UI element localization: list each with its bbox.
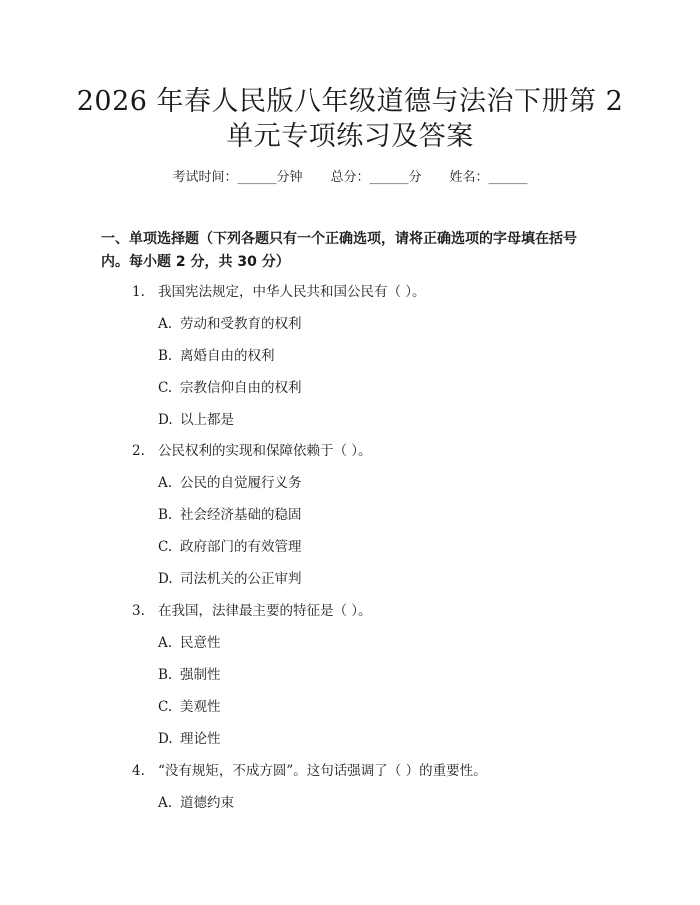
document-title-line2: 单元专项练习及答案 (226, 121, 474, 152)
option-letter: D. (158, 571, 173, 587)
option-text: 宗教信仰自由的权利 (180, 380, 302, 396)
option-text: 以上都是 (180, 412, 234, 428)
option-2b (158, 505, 302, 525)
student-name-field: 姓名：______ (449, 170, 528, 185)
option-2a (158, 473, 302, 493)
question-text: 我国宪法规定，中华人民共和国公民有（ ）。 (158, 284, 426, 300)
question-2 (132, 441, 372, 461)
option-letter: B. (158, 667, 173, 683)
option-text: 美观性 (180, 699, 221, 715)
question-text: 公民权利的实现和保障依赖于（ ）。 (158, 443, 372, 459)
question-number: 4. (132, 763, 145, 779)
option-1b (158, 346, 275, 366)
option-text: 强制性 (180, 667, 221, 683)
question-4 (132, 761, 487, 781)
document-title-line1: 2026 年春人民版八年级道德与法治下册第 2 (76, 86, 624, 117)
option-letter: B. (158, 348, 173, 364)
option-letter: B. (158, 507, 173, 523)
option-text: 道德约束 (180, 795, 234, 811)
section-heading-line2: 内。每小题 2 分，共 30 分） (101, 254, 290, 270)
option-letter: D. (158, 731, 173, 747)
option-text: 司法机关的公正审判 (180, 571, 302, 587)
question-number: 3. (132, 603, 145, 619)
option-letter: C. (158, 380, 173, 396)
option-3c (158, 697, 221, 717)
exam-time-field: 考试时间：______分钟 (172, 170, 303, 185)
option-letter: A. (158, 635, 173, 651)
question-text: “没有规矩，不成方圆”。这句话强调了（ ）的重要性。 (158, 763, 487, 779)
option-3a (158, 633, 221, 653)
option-2c (158, 537, 302, 557)
question-3 (132, 601, 372, 621)
question-text: 在我国，法律最主要的特征是（ ）。 (158, 603, 372, 619)
option-text: 理论性 (180, 731, 221, 747)
option-4a (158, 793, 234, 813)
total-score-field: 总分：______分 (330, 170, 422, 185)
option-letter: C. (158, 699, 173, 715)
question-number: 1. (132, 284, 145, 300)
option-text: 社会经济基础的稳固 (180, 507, 302, 523)
option-letter: A. (158, 316, 173, 332)
question-number: 2. (132, 443, 145, 459)
option-1c (158, 378, 302, 398)
option-2d (158, 569, 302, 589)
option-text: 公民的自觉履行义务 (180, 475, 302, 491)
option-text: 政府部门的有效管理 (180, 539, 302, 555)
question-1 (132, 282, 426, 302)
section-heading-line1: 一、单项选择题（下列各题只有一个正确选项，请将正确选项的字母填在括号 (101, 231, 577, 247)
option-letter: D. (158, 412, 173, 428)
option-text: 民意性 (180, 635, 221, 651)
option-1d (158, 410, 234, 430)
option-3d (158, 729, 221, 749)
exam-meta (0, 168, 700, 188)
option-3b (158, 665, 221, 685)
option-text: 离婚自由的权利 (180, 348, 275, 364)
option-text: 劳动和受教育的权利 (180, 316, 302, 332)
option-1a (158, 314, 302, 334)
option-letter: A. (158, 795, 173, 811)
option-letter: A. (158, 475, 173, 491)
option-letter: C. (158, 539, 173, 555)
